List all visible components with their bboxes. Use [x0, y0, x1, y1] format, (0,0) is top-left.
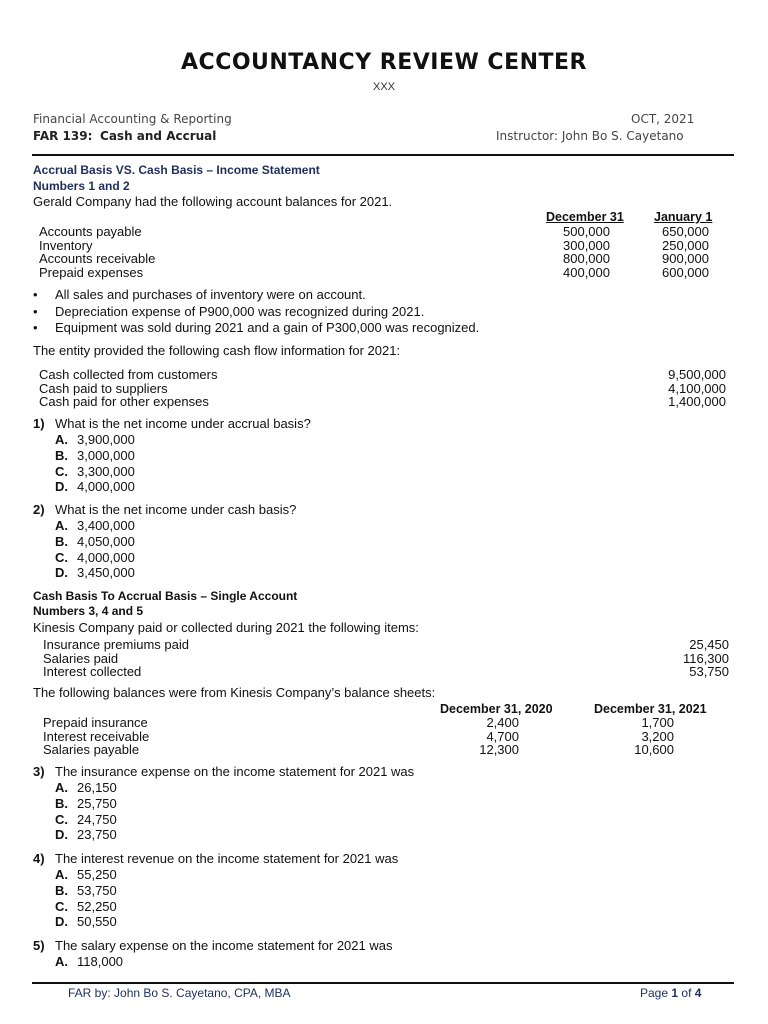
subject-label: Financial Accounting & Reporting [33, 112, 232, 126]
bullet-item: • All sales and purchases of inventory were on account. [55, 287, 366, 302]
question-text: The interest revenue on the income statement for 2021 was [55, 851, 399, 866]
option-letter: C. [55, 463, 68, 479]
paid-item-value: 53,750 [689, 664, 729, 680]
col-header-2020: December 31, 2020 [440, 702, 553, 716]
section2-intro: Kinesis Company paid or collected during 2021 the following items: [33, 620, 419, 635]
option-letter: D. [55, 827, 68, 843]
option-value: 26,150 [77, 780, 117, 795]
paid-item-label: Salaries paid [43, 650, 119, 666]
cash-flow-label: Cash collected from customers [39, 367, 218, 382]
page-number: 1 [671, 986, 679, 1000]
option-letter: B. [55, 447, 68, 463]
option-letter: B. [55, 882, 68, 898]
footer-author: FAR by: John Bo S. Cayetano, CPA, MBA [68, 986, 291, 1000]
option-value: 4,000,000 [77, 479, 135, 495]
balance-2021-value: 3,200 [641, 728, 674, 744]
option-value: 3,300,000 [77, 463, 135, 479]
bullet-item: • Equipment was sold during 2021 and a gain of P300,000 was recognized. [55, 320, 479, 335]
document-subtitle: XXX [372, 81, 395, 93]
bullet-item: • Depreciation expense of P900,000 was recognized during 2021. [55, 304, 424, 319]
col-header-december: December 31 [546, 210, 624, 224]
question-number: 1) [33, 416, 45, 431]
course-name: Cash and Accrual [100, 129, 217, 143]
balance-2020-value: 4,700 [486, 728, 519, 744]
question-text: The insurance expense on the income statement for 2021 was [55, 764, 415, 779]
document-title: ACCOUNTANCY REVIEW CENTER [181, 50, 587, 75]
section1-intro: Gerald Company had the following account balances for 2021. [33, 194, 393, 209]
option-value: 23,750 [77, 827, 117, 843]
balance-label: Interest receivable [43, 728, 150, 744]
balance-2021-value: 1,700 [641, 715, 674, 730]
option-letter: D. [55, 914, 68, 930]
option-value: 3,400,000 [77, 518, 135, 533]
option-value: 3,000,000 [77, 447, 135, 463]
col-header-2021: December 31, 2021 [594, 702, 707, 716]
account-label: Inventory [39, 237, 93, 253]
january-value: 650,000 [662, 224, 709, 239]
question-text: What is the net income under cash basis? [55, 502, 297, 517]
option-value: 52,250 [77, 898, 117, 914]
cash-flow-label: Cash paid for other expenses [39, 394, 209, 410]
cash-flow-label: Cash paid to suppliers [39, 380, 168, 396]
page-indicator [640, 986, 701, 1000]
option-value: 55,250 [77, 867, 117, 882]
balance-intro: The following balances were from Kinesis Company’s balance sheets: [33, 685, 436, 700]
option-letter: B. [55, 795, 68, 811]
december-value: 300,000 [563, 237, 610, 253]
option-letter: D. [55, 565, 68, 581]
question-number: 3) [33, 764, 45, 779]
option-value: 118,000 [77, 954, 124, 969]
paid-item-label: Insurance premiums paid [43, 637, 189, 652]
option-letter: A. [55, 780, 68, 795]
instructor-label: Instructor: John Bo S. Cayetano [496, 129, 684, 143]
question-text: The salary expense on the income statement for 2021 was [55, 938, 393, 953]
option-value: 3,450,000 [77, 565, 135, 581]
cash-flow-intro: The entity provided the following cash flow information for 2021: [33, 343, 401, 358]
option-letter: A. [55, 954, 68, 969]
cash-flow-value: 4,100,000 [668, 380, 726, 396]
paid-item-value: 116,300 [682, 650, 729, 666]
question-number: 2) [33, 502, 45, 517]
option-value: 25,750 [77, 795, 117, 811]
january-value: 900,000 [662, 251, 709, 267]
question-text: What is the net income under accrual basis? [55, 416, 311, 431]
option-value: 53,750 [77, 882, 117, 898]
option-letter: B. [55, 533, 68, 549]
page-word: Page [640, 986, 669, 1000]
december-value: 800,000 [563, 251, 610, 267]
course-code: FAR 139: [33, 129, 93, 143]
option-letter: C. [55, 811, 68, 827]
col-header-january: January 1 [654, 210, 713, 224]
option-value: 4,050,000 [77, 533, 135, 549]
option-letter: D. [55, 479, 68, 495]
account-label: Prepaid expenses [39, 265, 144, 281]
january-value: 600,000 [662, 265, 709, 281]
question-number: 5) [33, 938, 45, 953]
january-value: 250,000 [662, 237, 709, 253]
header-divider [32, 154, 734, 156]
option-value: 3,900,000 [77, 432, 135, 447]
december-value: 400,000 [563, 265, 610, 281]
of-word: of [681, 986, 692, 1000]
account-label: Accounts receivable [39, 251, 156, 267]
paid-item-value: 25,450 [689, 637, 729, 652]
course-line [33, 129, 216, 143]
balance-label: Prepaid insurance [43, 715, 148, 730]
section2-heading: Cash Basis To Accrual Basis – Single Account [33, 589, 298, 603]
option-letter: A. [55, 432, 68, 447]
footer-divider [32, 982, 734, 984]
option-letter: A. [55, 867, 68, 882]
question-number: 4) [33, 851, 45, 866]
option-value: 50,550 [77, 914, 117, 930]
paid-item-label: Interest collected [43, 664, 142, 680]
option-letter: A. [55, 518, 68, 533]
balance-2020-value: 2,400 [486, 715, 519, 730]
date-label: OCT, 2021 [631, 112, 695, 126]
account-label: Accounts payable [39, 224, 142, 239]
page-total: 4 [694, 986, 702, 1000]
cash-flow-value: 1,400,000 [668, 394, 726, 410]
section1-heading: Accrual Basis VS. Cash Basis – Income Statement [33, 163, 320, 177]
option-value: 24,750 [77, 811, 117, 827]
balance-2021-value: 10,600 [634, 742, 674, 758]
balance-2020-value: 12,300 [479, 742, 519, 758]
december-value: 500,000 [563, 224, 610, 239]
option-letter: C. [55, 549, 68, 565]
section2-numbers: Numbers 3, 4 and 5 [33, 604, 144, 618]
option-value: 4,000,000 [77, 549, 135, 565]
cash-flow-value: 9,500,000 [668, 367, 726, 382]
balance-label: Salaries payable [43, 742, 140, 758]
section1-numbers: Numbers 1 and 2 [33, 179, 130, 193]
option-letter: C. [55, 898, 68, 914]
